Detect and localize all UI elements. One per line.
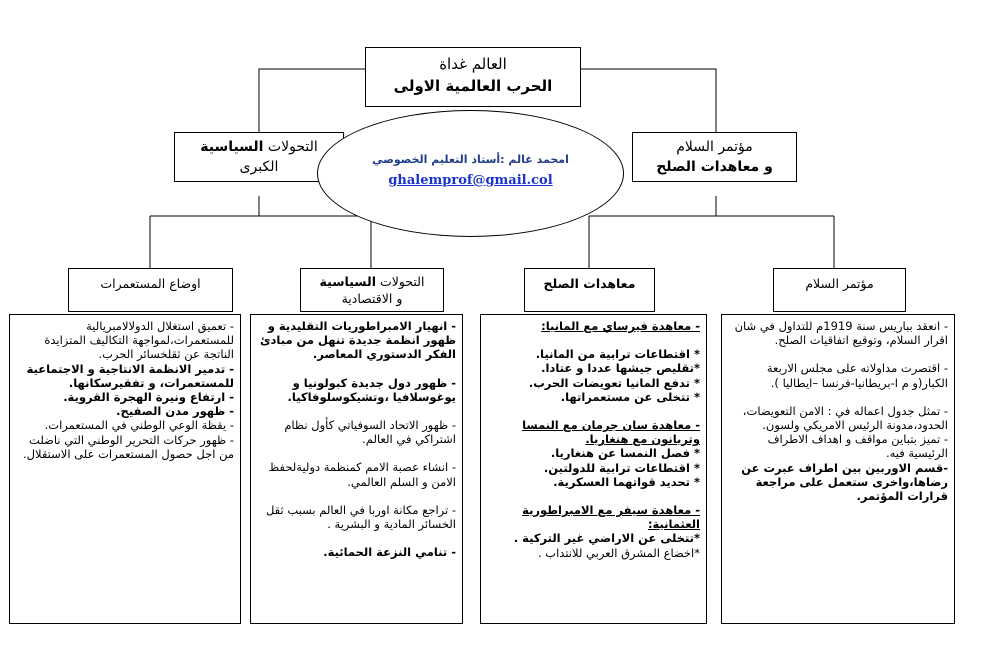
saint-germain-item: * فصل النمسا عن هنغاريا. [550, 446, 700, 461]
colonies-item: - ظهور حركات التحرير الوطني التي ناضلت من اجل حصول المستعمرات على الاستقلال. [22, 432, 234, 461]
connector-title-left [259, 69, 365, 132]
main-title-line2: الحرب العالمية الاولى [393, 77, 553, 95]
versailles-item: * تتخلى عن مستعمراتها. [560, 389, 700, 404]
versailles-item: * تدفع المانيا تعويضات الحرب. [528, 375, 700, 390]
author-oval [317, 110, 624, 237]
sevres-item: *اخضاع المشرق العربي للانتداب . [537, 545, 700, 560]
saint-germain-title: - معاهدة سان جرمان مع النمسا وتريانون مع هنغاريا. [522, 418, 700, 447]
political-label-b: السياسية [200, 139, 264, 155]
political-item: - ظهور دول جديدة كبولونيا و يوغوسلافيا ،وتشيكوسلوفاكيا. [287, 375, 456, 404]
header-colonies [68, 268, 233, 312]
versailles-title: - معاهدة فيرساي مع المانيا: [541, 319, 700, 333]
column-political [250, 314, 463, 624]
conference-item: - تميز بتباين مواقف و اهداف الاطراف الرئيسية فيه. [767, 432, 948, 461]
main-title-line1: العالم غداة [439, 55, 507, 73]
main-title-box [365, 47, 581, 107]
header-political [300, 268, 444, 312]
header-political-line1 [301, 273, 443, 290]
author-name: امحمد غالم :أستاذ التعليم الخصوصي [372, 153, 569, 166]
colonies-item: - ارتفاع ونيرة الهجرة القروية. [63, 390, 234, 405]
colonies-item: - تعميق استغلال الدولالامبريالية للمستعمرات،لمواجهة التكاليف المتزايدة الناتجة عن ثقلخسائر الحرب. [44, 319, 234, 362]
peace-conference-box [632, 132, 797, 182]
conference-item: -قسم الاوربين بين اطراف عبرت عن رضاها،واخرى ستعمل على مراجعة قرارات المؤتمر. [741, 460, 948, 504]
header-political-line2: و الاقتصادية [341, 291, 403, 306]
political-item: - انهيار الامبراطوريات التقليدية و ظهور انظمة جديدة تنهل من مبادئ الفكر الدستوري المعاصر. [259, 319, 456, 362]
saint-germain-item: * تحديد قواتهما العسكرية. [553, 474, 700, 489]
column-colonies [9, 314, 241, 624]
conference-item: - اقتصرت مداولاته على مجلس الاربعة الكبار(و م ا-بريطانيا-فرنسا –ايطاليا ). [766, 361, 948, 390]
sevres-title: - معاهدة سيفر مع الامبراطورية العثمانية: [522, 503, 700, 532]
column-treaties [480, 314, 707, 624]
header-colonies-label: اوضاع المستعمرات [100, 276, 201, 291]
colonies-item: - تدمير الانظمة الانتاجية و الاجتماعية للمستعمرات، و تفقيرسكانها. [26, 361, 234, 390]
header-treaties [524, 268, 655, 312]
political-item: - تنامي النزعة الحمائية. [323, 545, 456, 560]
column-conference [721, 314, 955, 624]
header-treaties-label: معاهدات الصلح [543, 276, 636, 291]
peace-conference-line1: مؤتمر السلام [676, 139, 753, 155]
header-political-b: السياسية [319, 274, 377, 289]
political-item: - ظهور الاتحاد السوفياتي كأول نظام اشتراكي في العالم. [284, 418, 456, 447]
author-email-link[interactable]: ghalemprof@gmail.col [388, 173, 553, 188]
sevres-item: *تتخلى عن الاراضي غير التركية . [513, 531, 700, 546]
header-conference [773, 268, 906, 312]
header-conference-label: مؤتمر السلام [805, 276, 874, 291]
colonies-item: - يقظة الوعي الوطني في المستعمرات. [44, 418, 234, 433]
political-transformations-line2: الكبرى [239, 159, 279, 175]
connector-title-right [581, 69, 716, 132]
political-label-a: التحولات [263, 139, 318, 155]
header-political-a: التحولات [376, 274, 425, 289]
conference-item: - انعقد بباريس سنة 1919م للتداول في شان اقرار السلام، وتوقيع اتفاقيات الصلح. [734, 319, 948, 348]
saint-germain-item: * اقتطاعات ترابية للدولتين. [543, 460, 700, 475]
conference-item: - تمثل جدول اعماله في : الامن التعويضات، الحدود،مدونة الرئيس الامريكي ولسون. [742, 403, 948, 433]
peace-conference-line2: و معاهدات الصلح [656, 159, 773, 175]
political-item: - انشاء عصبة الامم كمنظمة دوليةلحفظ الامن و السلم العالمي. [268, 460, 456, 489]
political-item: - تراجع مكانة اوربا في العالم بسبب ثقل الخسائر المادية و البشرية . [265, 502, 456, 532]
colonies-item: - ظهور مدن الصفيح. [116, 404, 234, 419]
versailles-item: * اقتطاعات ترابية من المانيا. [535, 347, 700, 362]
versailles-item: *تقليص جيشها عددا و عتادا. [541, 361, 700, 376]
